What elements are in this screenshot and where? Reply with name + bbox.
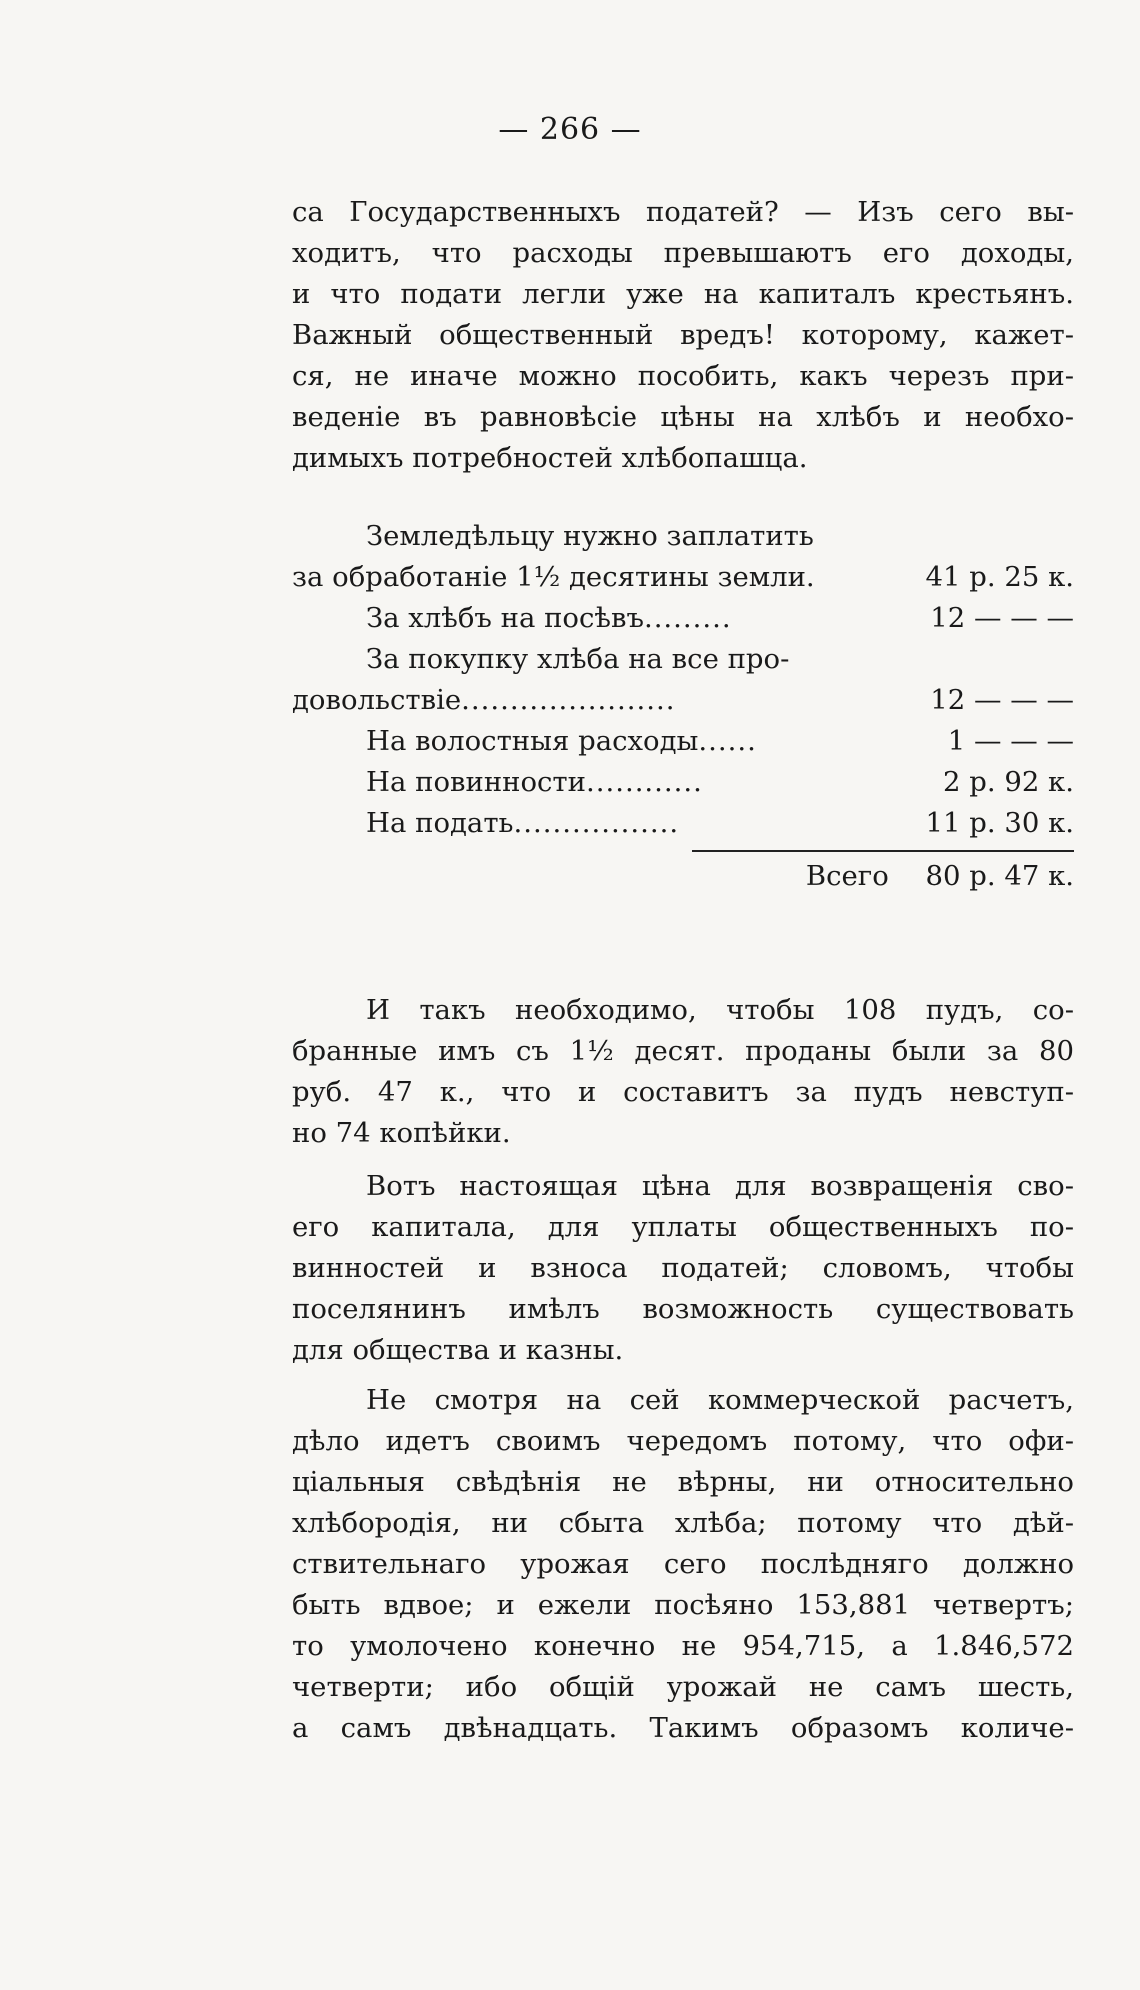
expense-amount <box>874 639 1074 680</box>
expense-amount: 12 — — — <box>930 602 1074 634</box>
expense-label: На подать................. <box>366 807 680 839</box>
text-line: его капитала, для уплаты общественныхъ по- <box>292 1211 1074 1243</box>
text-line: бранные имъ съ 1½ десят. проданы были за 80 <box>292 1035 1074 1067</box>
paragraph-intro <box>292 192 1074 479</box>
text-line: руб. 47 к., что и составитъ за пудъ невступ- <box>292 1076 1074 1108</box>
text-line: ходитъ, что расходы превышаютъ его доходы, <box>292 237 1074 269</box>
text-line: Важный общественный вредъ! которому, кажет- <box>292 319 1074 351</box>
text-line: Не смотря на сей коммерческой расчетъ, <box>366 1384 1074 1416</box>
text-line: И такъ необходимо, чтобы 108 пудъ, со- <box>366 994 1074 1026</box>
text-line: ціальныя свѣдѣнія не вѣрны, ни относительно <box>292 1466 1074 1498</box>
text-line: и что подати легли уже на капиталъ крестьянъ. <box>292 278 1074 310</box>
expense-row <box>292 721 1074 762</box>
text-line: поселянинъ имѣлъ возможность существовать <box>292 1293 1074 1325</box>
expense-row <box>292 762 1074 803</box>
text-line: винностей и взноса податей; словомъ, чтобы <box>292 1252 1074 1284</box>
expense-amount: 1 — — — <box>947 725 1074 757</box>
expense-row <box>292 680 1074 721</box>
total-amount: 80 р. 47 к. <box>925 860 1074 892</box>
text-line: веденіе въ равновѣсіе цѣны на хлѣбъ и необхо- <box>292 401 1074 433</box>
expense-amount: 2 р. 92 к. <box>943 766 1074 798</box>
expense-label: За хлѣбъ на посѣвъ......... <box>366 602 732 634</box>
text-line: быть вдвое; и ежели посѣяно 153,881 четвертъ; <box>292 1589 1074 1621</box>
text-line: четверти; ибо общій урожай не самъ шесть, <box>292 1671 1074 1703</box>
text-line: са Государственныхъ податей? — Изъ сего вы- <box>292 196 1074 228</box>
text-line: но 74 копѣйки. <box>292 1117 511 1149</box>
paragraph-commerce <box>292 1380 1074 1749</box>
expense-label: За покупку хлѣба на все про- <box>366 643 790 675</box>
expense-label: На повинности............ <box>366 766 703 798</box>
text-line: Вотъ настоящая цѣна для возвращенія сво- <box>366 1170 1074 1202</box>
page-number: — 266 — <box>498 112 642 147</box>
expense-heading: Земледѣльцу нужно заплатить <box>366 520 814 552</box>
expense-row <box>292 598 1074 639</box>
expense-label: На волостныя расходы...... <box>366 725 757 757</box>
expense-table <box>292 516 1074 897</box>
expense-label: довольствіе...................... <box>292 684 676 716</box>
text-line: а самъ двѣнадцать. Такимъ образомъ количе- <box>292 1712 1074 1744</box>
text-line: ствительнаго урожая сего послѣдняго должно <box>292 1548 1074 1580</box>
paragraph-conclusion <box>292 990 1074 1154</box>
total-label: Всего <box>805 860 889 892</box>
text-line: то умолочено конечно не 954,715, а 1.846,572 <box>292 1630 1074 1662</box>
expense-row <box>292 639 1074 680</box>
text-line: димыхъ потребностей хлѣбопашца. <box>292 442 808 474</box>
paragraph-price <box>292 1166 1074 1371</box>
expense-total <box>292 852 1074 897</box>
expense-amount: 41 р. 25 к. <box>925 561 1074 593</box>
expense-amount: 11 р. 30 к. <box>925 807 1074 839</box>
text-line: дѣло идетъ своимъ чередомъ потому, что офи- <box>292 1425 1074 1457</box>
expense-label: за обработаніе 1½ десятины земли. <box>292 561 815 593</box>
expense-row <box>292 557 1074 598</box>
text-line: хлѣбородія, ни сбыта хлѣба; потому что дѣй- <box>292 1507 1074 1539</box>
text-line: ся, не иначе можно пособить, какъ черезъ при- <box>292 360 1074 392</box>
expense-row <box>292 803 1074 844</box>
text-line: для общества и казны. <box>292 1334 624 1366</box>
expense-amount: 12 — — — <box>930 684 1074 716</box>
